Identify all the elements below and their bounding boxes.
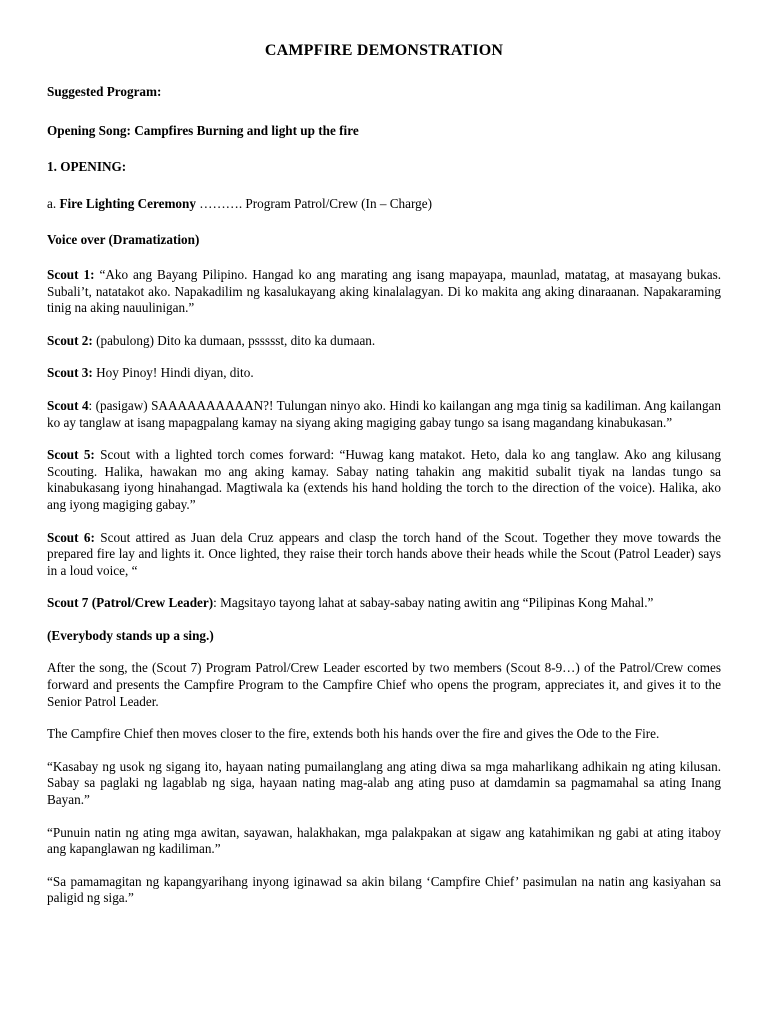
- scout-6-text: Scout attired as Juan dela Cruz appears and clasp the torch hand of the Scout. Together they move towards the prepared fire lay and lights it. Once lighted, they raise their torch hands above their heads while the Scout (Patrol Leader) says in a loud voice, “: [47, 529, 721, 578]
- fire-lighting-rest: ………. Program Patrol/Crew (In – Charge): [195, 195, 432, 211]
- scout-1-speaker: Scout 1:: [47, 266, 95, 282]
- fire-lighting-line: [47, 196, 721, 213]
- fire-lighting-label: Fire Lighting Ceremony: [59, 195, 196, 211]
- scout-3-text: Hoy Pinoy! Hindi diyan, dito.: [92, 365, 254, 381]
- scout-1-paragraph: [47, 267, 721, 317]
- section-opening-heading: 1. OPENING:: [47, 159, 127, 175]
- chief-moves-paragraph: The Campfire Chief then moves closer to the fire, extends both his hands over the fire and gives the Ode to the Fire.: [47, 726, 660, 742]
- scout-7-paragraph: [47, 595, 721, 612]
- suggested-program-heading: Suggested Program:: [47, 84, 162, 99]
- after-song-paragraph: After the song, the (Scout 7) Program Patrol/Crew Leader escorted by two members (Scout 8-9…) of the Patrol/Crew comes forward and presents the Campfire Program to the Campfire Chief who opens the program, appreciates it, and gives it to the Senior Patrol Leader.: [47, 660, 721, 709]
- scout-4-text: : (pasigaw) SAAAAAAAAAAN?! Tulungan ninyo ako. Hindi ko kailangan ang mga tinig sa kadiliman. Ang kailangan ko ay tanglaw at isang mapagpalang kamay na siyang aking magiging gabay tungo sa isang magandang kinabukasan.”: [47, 397, 721, 430]
- scout-7-speaker: Scout 7 (Patrol/Crew Leader): [47, 595, 214, 611]
- voice-over-heading: Voice over (Dramatization): [47, 232, 200, 248]
- ode-paragraph-3: “Sa pamamagitan ng kapangyarihang inyong iginawad sa akin bilang ‘Campfire Chief’ pasimulan na natin ang kasiyahan sa paligid ng siga.”: [47, 873, 721, 906]
- scout-6-paragraph: [47, 530, 721, 580]
- ode-paragraph-1: “Kasabay ng usok ng sigang ito, hayaan nating pumailanglang ang ating diwa sa mga maharlikang adhikain ng ating kilusan. Sabay sa paglaki ng lagablab ng siga, hayaan nating mag-alab ang ating puso at damdamin sa pagmamahal sa ating Inang Bayan.”: [47, 758, 721, 808]
- scout-2-speaker: Scout 2:: [47, 332, 93, 348]
- document-title: CAMPFIRE DEMONSTRATION: [264, 42, 504, 59]
- ode-paragraph-2: “Punuin natin ng ating mga awitan, sayawan, halakhakan, mga palakpakan at sigaw ang katahimikan ng gabi at ating itaboy ang kapanglawan ng kadiliman.”: [47, 824, 721, 857]
- scout-2-paragraph: [47, 333, 721, 350]
- scout-4-speaker: Scout 4: [47, 397, 89, 413]
- scout-1-text: “Ako ang Bayang Pilipino. Hangad ko ang marating ang isang mapayapa, maunlad, matatag, at masayang bukas. Subali’t, natatakot ako. Napakadilim ng kasalukayang aking kinalalagyan. Di ko makita ang aking dinaraanan. Napakaraming tinig na aking nauulinigan.”: [47, 266, 721, 316]
- scout-3-paragraph: [47, 365, 721, 382]
- fire-lighting-prefix: a.: [47, 195, 60, 211]
- everybody-stands-note: (Everybody stands up a sing.): [47, 627, 214, 643]
- scout-5-paragraph: [47, 447, 721, 513]
- scout-5-text: Scout with a lighted torch comes forward: “Huwag kang matakot. Heto, dala ko ang tanglaw. Ako ang kilusang Scouting. Halika, hawakan mo ang aking kamay. Sabay nating tahakin ang makitid subalit tiyak na landas tungo sa kinabukasang iyong hinahangad. Magtiwala ka (extends his hand holding the torch to the direction of the voice). Halika, ako ang iyong magiging gabay.”: [47, 447, 721, 512]
- scout-4-paragraph: [47, 398, 721, 431]
- scout-2-text: (pabulong) Dito ka dumaan, pssssst, dito ka dumaan.: [92, 332, 376, 348]
- scout-3-speaker: Scout 3:: [47, 365, 93, 381]
- scout-5-speaker: Scout 5:: [47, 447, 95, 463]
- opening-song-heading: Opening Song: Campfires Burning and light up the fire: [47, 122, 359, 138]
- scout-7-text: : Magsitayo tayong lahat at sabay-sabay nating awitin ang “Pilipinas Kong Mahal.”: [213, 595, 654, 611]
- scout-6-speaker: Scout 6:: [47, 529, 95, 545]
